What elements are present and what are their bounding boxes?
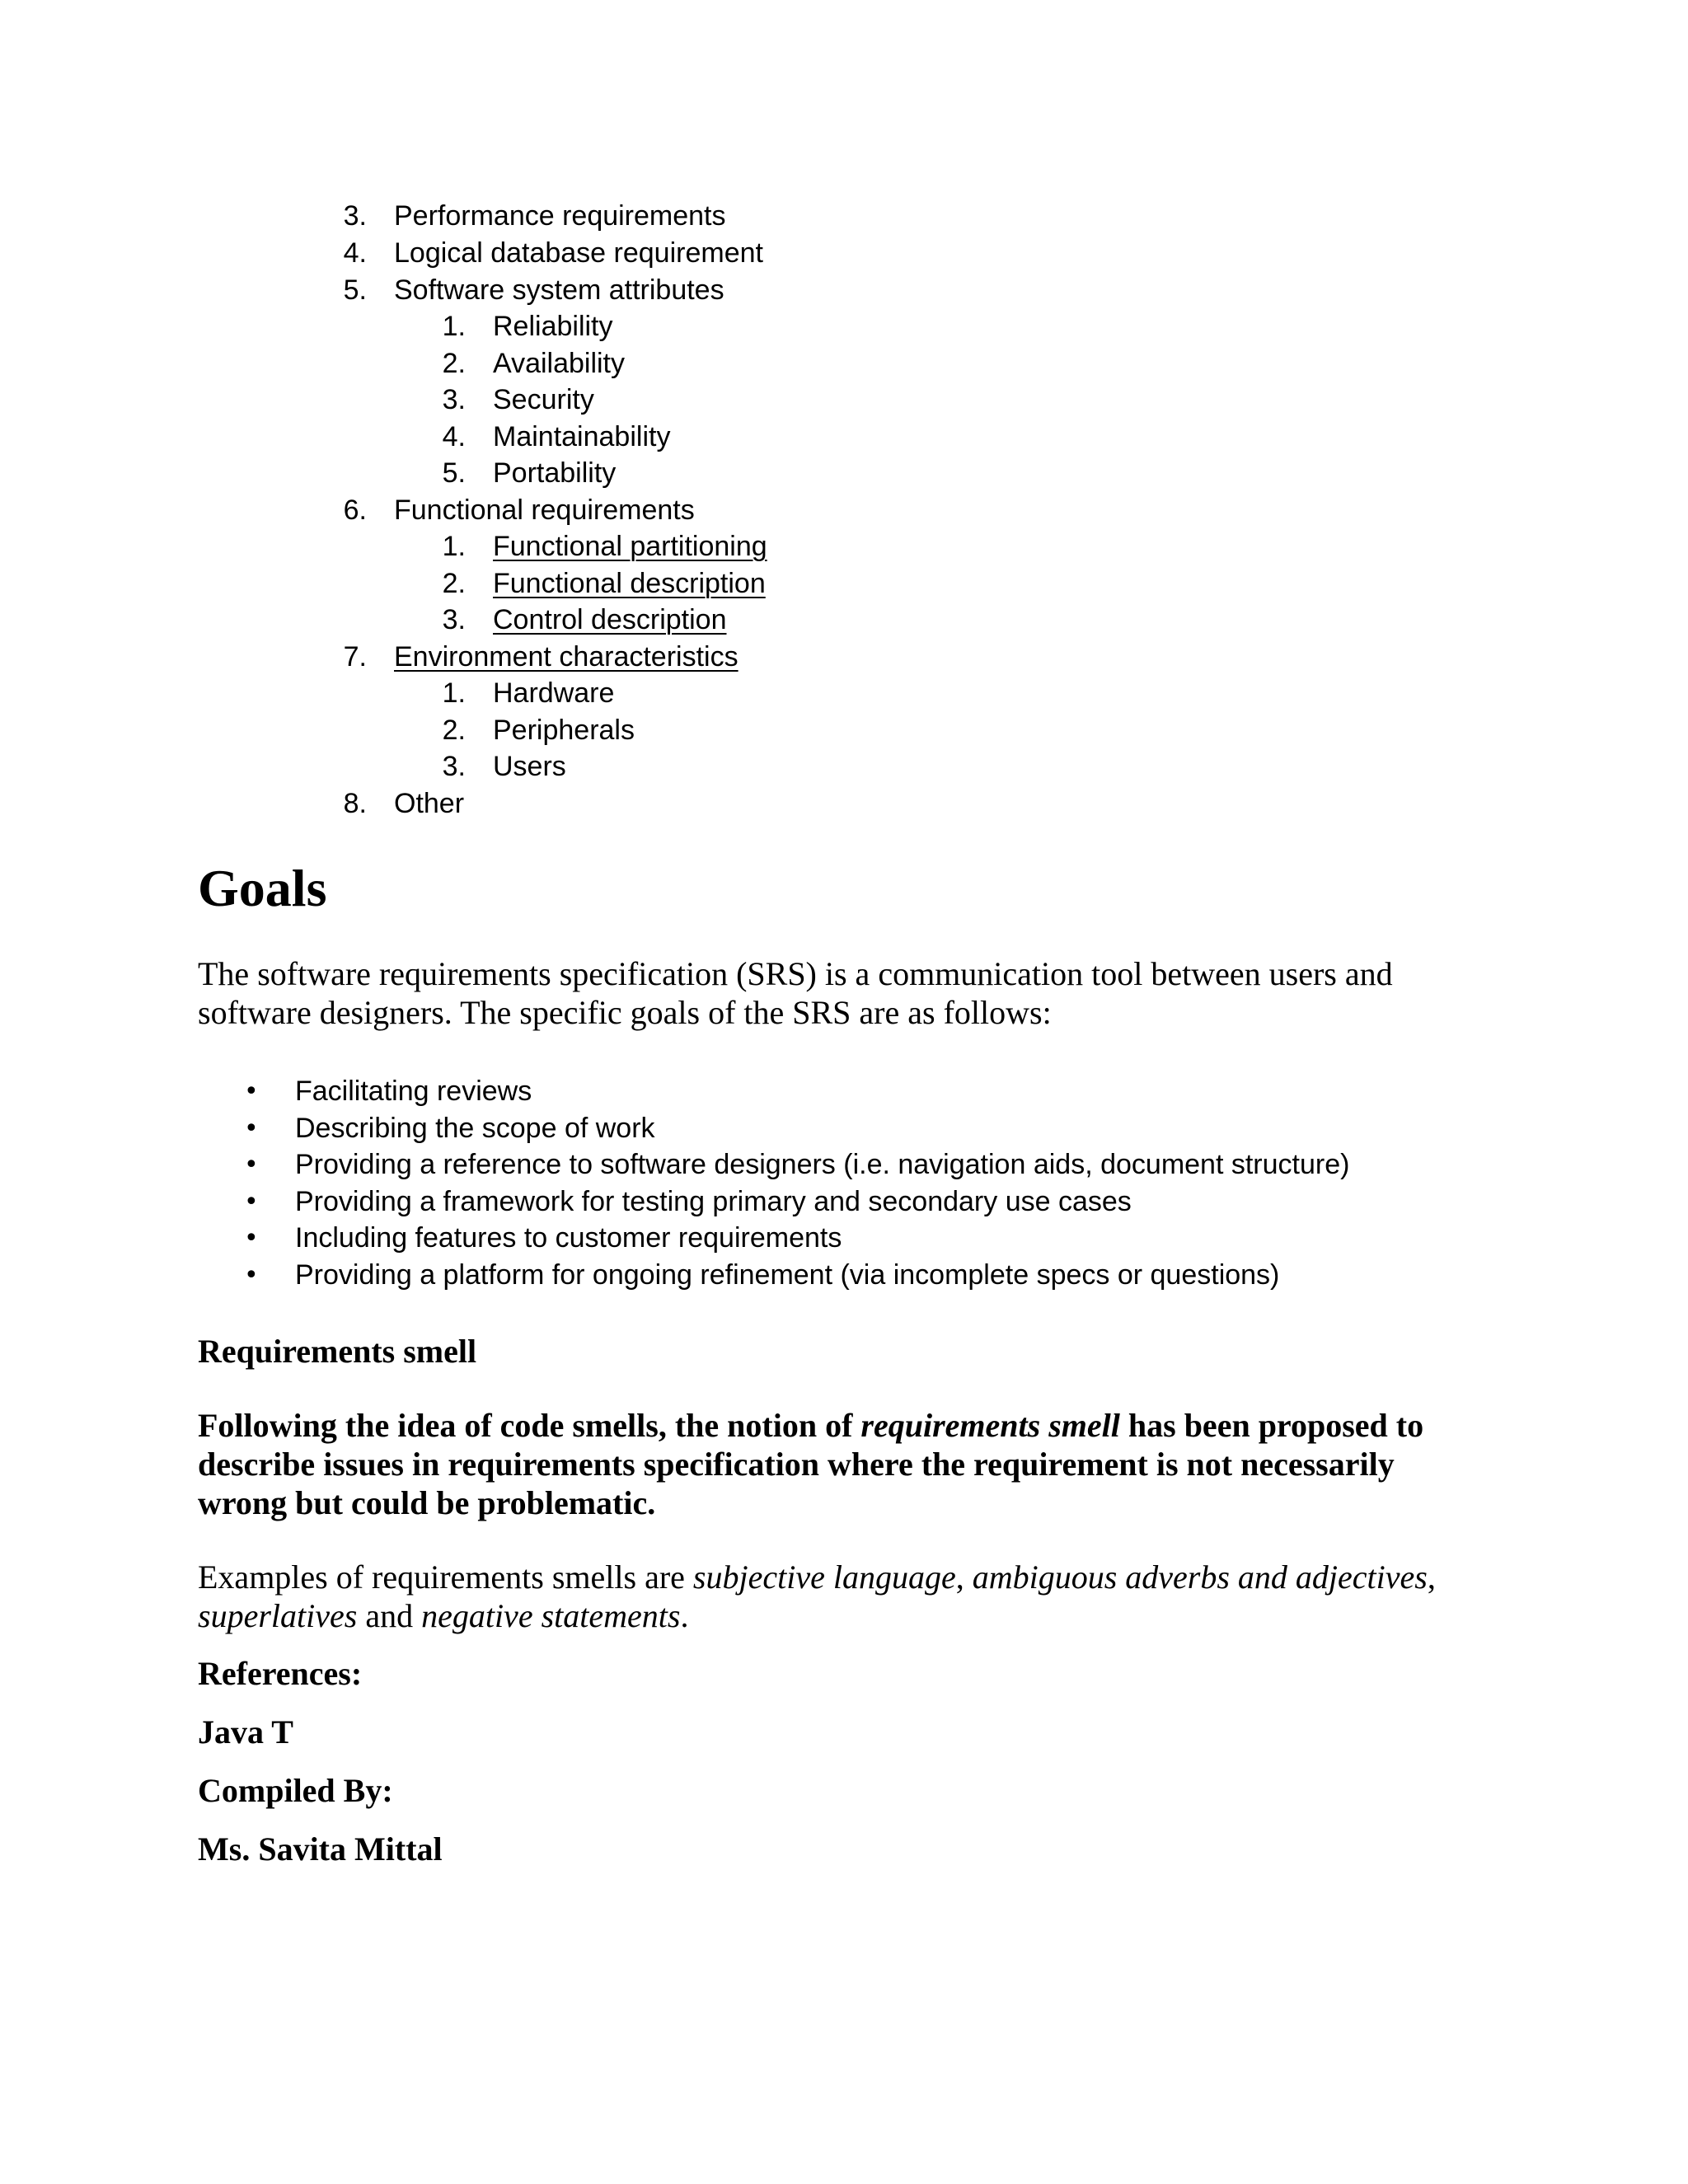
- outline-number: 6.: [343, 494, 367, 526]
- outline-item: Performance requirements: [394, 200, 726, 232]
- smell-example-term: subjective language: [692, 1558, 956, 1596]
- outline-sub-item: Portability: [493, 457, 617, 489]
- outline-number: 4.: [343, 237, 367, 269]
- goal-item: Including features to customer requirements: [295, 1222, 842, 1254]
- outline-sub-number: 5.: [442, 457, 466, 489]
- outline-sub-number: 4.: [442, 421, 466, 452]
- outline-sub-item: Functional partitioning: [493, 531, 767, 562]
- goals-heading: Goals: [198, 859, 327, 917]
- smells-examples-text: ,: [955, 1558, 973, 1596]
- outline-number: 3.: [343, 200, 367, 232]
- bullet-icon: •: [244, 1224, 259, 1253]
- smell-example-term: superlatives: [198, 1597, 358, 1634]
- goal-item: Facilitating reviews: [295, 1076, 532, 1107]
- outline-sub-number: 3.: [442, 751, 466, 782]
- references-label: References:: [198, 1655, 363, 1692]
- outline-sub-item: Functional description: [493, 568, 766, 599]
- outline-number: 7.: [343, 641, 367, 673]
- outline-sub-item: Hardware: [493, 677, 615, 709]
- outline-sub-item: Reliability: [493, 311, 613, 342]
- smells-examples: [198, 1558, 1484, 1635]
- compiled-by-value: Ms. Savita Mittal: [198, 1830, 443, 1868]
- outline-item: Other: [394, 788, 465, 819]
- goal-item: Providing a framework for testing primary and secondary use cases: [295, 1186, 1132, 1217]
- outline-sub-number: 3.: [442, 604, 466, 635]
- outline-sub-item: Security: [493, 384, 594, 415]
- smells-definition-text: Following the idea of code smells, the notion of: [198, 1407, 861, 1444]
- outline-item: Logical database requirement: [394, 237, 763, 269]
- references-value: Java T: [198, 1713, 293, 1750]
- bullet-icon: •: [244, 1188, 259, 1216]
- outline-sub-number: 3.: [442, 384, 466, 415]
- outline-sub-number: 1.: [442, 531, 466, 562]
- goal-item: Providing a platform for ongoing refinement (via incomplete specs or questions): [295, 1259, 1280, 1291]
- outline-sub-item: Users: [493, 751, 566, 782]
- bullet-icon: •: [244, 1077, 259, 1106]
- bullet-icon: •: [244, 1261, 259, 1290]
- goal-item: Describing the scope of work: [295, 1113, 655, 1144]
- outline-number: 5.: [343, 274, 367, 306]
- smells-examples-text: .: [680, 1597, 689, 1634]
- outline-number: 8.: [343, 788, 367, 819]
- smells-definition-text: has been proposed to describe issues in requirements specification where the requirement is not necessarily wrong but could be problematic.: [198, 1407, 1424, 1521]
- smells-title: Requirements smell: [198, 1333, 477, 1370]
- smell-example-term: ambiguous adverbs and adjectives: [972, 1558, 1428, 1596]
- smells-examples-text: and: [357, 1597, 422, 1634]
- smells-examples-text: Examples of requirements smells are: [198, 1558, 693, 1596]
- outline-sub-item: Control description: [493, 604, 727, 635]
- goals-intro: The software requirements specification (SRS) is a communication tool between users and software designers. The specific goals of the SRS are as follows:: [198, 955, 1393, 1031]
- outline-sub-number: 1.: [442, 677, 466, 709]
- outline-item: Environment characteristics: [394, 641, 738, 673]
- outline-item: Software system attributes: [394, 274, 724, 306]
- smell-example-term: negative statements: [421, 1597, 681, 1634]
- outline-sub-item: Maintainability: [493, 421, 671, 452]
- outline-sub-number: 2.: [442, 715, 466, 746]
- outline-sub-number: 2.: [442, 348, 466, 379]
- smells-definition-term: requirements smell: [860, 1407, 1120, 1444]
- outline-sub-item: Availability: [493, 348, 626, 379]
- smells-definition: [198, 1406, 1484, 1522]
- outline-sub-item: Peripherals: [493, 715, 635, 746]
- outline-sub-number: 1.: [442, 311, 466, 342]
- smells-examples-text: ,: [1427, 1558, 1436, 1596]
- goal-item: Providing a reference to software designers (i.e. navigation aids, document structure): [295, 1149, 1350, 1180]
- outline-sub-number: 2.: [442, 568, 466, 599]
- outline-item: Functional requirements: [394, 494, 695, 526]
- compiled-by-label: Compiled By:: [198, 1772, 393, 1809]
- bullet-icon: •: [244, 1114, 259, 1143]
- bullet-icon: •: [244, 1151, 259, 1179]
